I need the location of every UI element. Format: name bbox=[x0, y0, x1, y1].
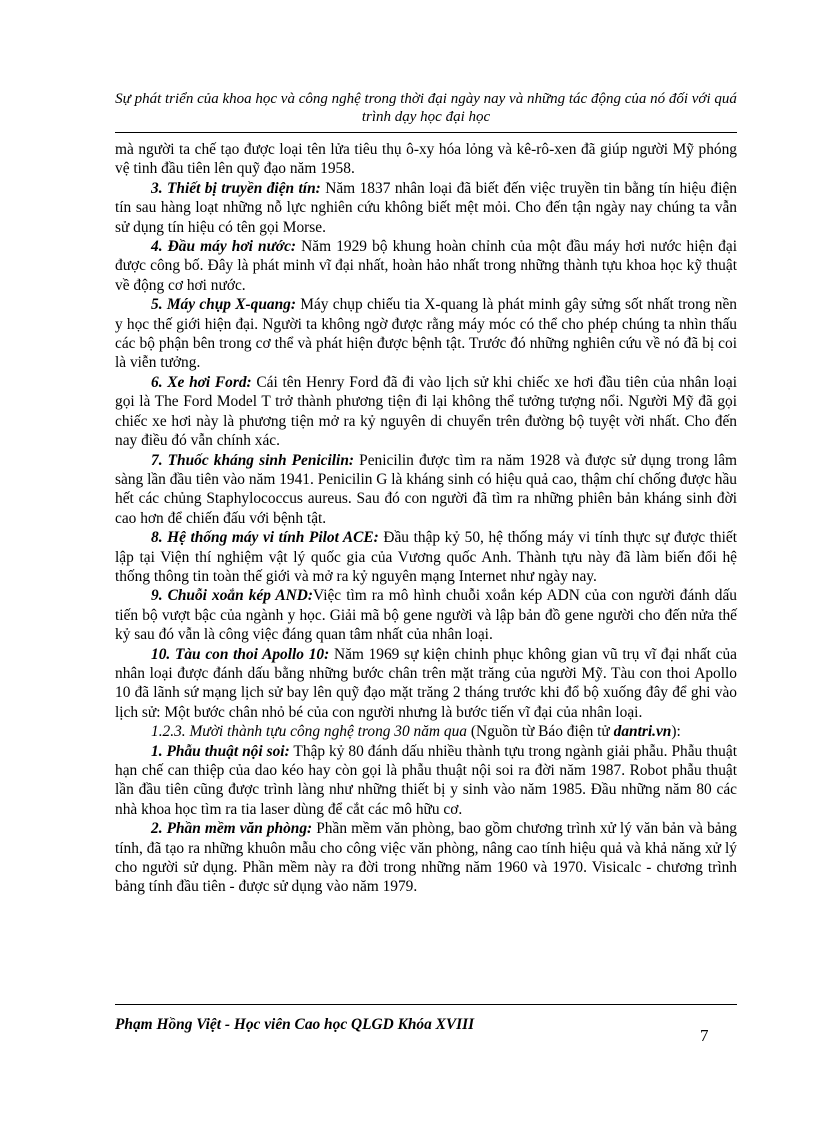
item-title: 3. Thiết bị truyền điện tín: bbox=[151, 179, 321, 197]
section-source-end: ): bbox=[671, 723, 681, 741]
list-item bbox=[115, 373, 737, 451]
item-title: 4. Đầu máy hơi nước: bbox=[151, 238, 297, 256]
item-title: 7. Thuốc kháng sinh Penicilin: bbox=[151, 451, 355, 469]
list-item bbox=[115, 237, 737, 295]
footer-author: Phạm Hồng Việt - Học viên Cao học QLGD Khóa XVIII bbox=[115, 1016, 475, 1033]
item-text: Việc tìm ra mô hình chuỗi xoắn kép ADN của con người đánh dấu tiến bộ vượt bậc của ngành y học. Giải mã bộ gene người và lập bản đồ gene người cho đến nửa thế kỷ sau đó vẫn là công việc đáng quan tâm nhất của nhân loại. bbox=[115, 587, 737, 644]
page-header: Sự phát triển của khoa học và công nghệ trong thời đại ngày nay và những tác động của nó đối với quá trình dạy học đại học bbox=[115, 91, 737, 125]
section-title: 1.2.3. Mười thành tựu công nghệ trong 30 năm qua bbox=[151, 723, 467, 741]
list-item bbox=[115, 645, 737, 723]
document-body bbox=[115, 140, 737, 897]
item-text: Penicilin được tìm ra năm 1928 và được sử dụng trong lâm sàng lần đầu tiên vào năm 1941. Penicilin G là kháng sinh có hiệu quả cao, thậm chí chống được hầu hết các chủng Staphylococcus aureus. Sau đó con người đã tìm ra những phiên bản kháng sinh đời cao hơn để chiến đấu với bệnh tật. bbox=[115, 451, 738, 527]
list-item bbox=[115, 179, 737, 237]
item-title: 2. Phần mềm văn phòng: bbox=[151, 820, 313, 838]
item-text: Thập kỷ 80 đánh dấu nhiều thành tựu trong ngành giải phẫu. Phẫu thuật hạn chế can thiệp của dao kéo hay còn gọi là phẫu thuật nội soi ra đời năm 1987. Robot phẫu thuật lần đầu tiên cũng được trình làng như những thiết bị y sinh vào năm 1985. Đầu những năm 80 các nhà khoa học tìm ra tia laser dùng để cắt các mô hữu cơ. bbox=[115, 742, 737, 818]
page-number: 7 bbox=[700, 1026, 709, 1045]
item-text: Năm 1837 nhân loại đã biết đến việc truyền tin bằng tín hiệu điện tín sau hàng loạt những nỗ lực nghiên cứu không biết mệt mỏi. Cho đến tận ngày nay chúng ta vẫn sử dụng tín hiệu có tên gọi Morse. bbox=[115, 179, 738, 236]
item-title: 6. Xe hơi Ford: bbox=[151, 373, 252, 391]
list-item bbox=[115, 742, 737, 820]
paragraph-continued: mà người ta chế tạo được loại tên lửa tiêu thụ ô-xy hóa lỏng và kê-rô-xen đã giúp người Mỹ phóng vệ tinh đầu tiên lên quỹ đạo năm 1958. bbox=[115, 141, 737, 178]
list-item bbox=[115, 528, 737, 586]
item-text: Đầu thập kỷ 50, hệ thống máy vi tính thực sự được thiết lập tại Viện thí nghiệm vật lý quốc gia của Vương quốc Anh. Thành tựu này đã làm biến đổi hệ thống thông tin toàn thế giới và mở ra kỷ nguyên mạng Internet như ngày nay. bbox=[115, 529, 737, 585]
list-item bbox=[115, 451, 737, 529]
item-title: 9. Chuỗi xoắn kép AND: bbox=[151, 587, 314, 605]
section-heading bbox=[115, 722, 737, 741]
item-title: 10. Tàu con thoi Apollo 10: bbox=[151, 645, 330, 663]
item-text: Máy chụp chiếu tia X-quang là phát minh gây sửng sốt nhất trong nền y học thế giới hiện đại. Người ta không ngờ được rằng máy móc có thể cho phép chúng ta nhìn thấu các bộ phận bên trong cơ thể và phát hiện được bệnh tật. Trước đó những nghiên cứu về nó đã bị coi là viễn tưởng. bbox=[115, 296, 737, 372]
footer-divider bbox=[115, 1004, 737, 1005]
section-source: (Nguồn từ Báo điện tử bbox=[466, 723, 614, 741]
item-text: Năm 1969 sự kiện chinh phục không gian vũ trụ vĩ đại nhất của nhân loại được đánh dấu bằng những bước chân trên mặt trăng của người Mỹ. Tàu con thoi Apollo 10 đã lãnh sứ mạng lịch sử bay lên quỹ đạo mặt trăng 2 tháng trước khi đổ bộ xuống đây để ghi vào lịch sử: Một bước chân nhỏ bé của con người nhưng là bước tiến vĩ đại của nhân loại. bbox=[115, 645, 737, 721]
item-title: 8. Hệ thống máy vi tính Pilot ACE: bbox=[151, 529, 379, 547]
item-text: Năm 1929 bộ khung hoàn chỉnh của một đầu máy hơi nước hiện đại được công bố. Đây là phát minh vĩ đại nhất, hoàn hảo nhất trong những thành tựu khoa học kỹ thuật về động cơ hơi nước. bbox=[115, 238, 737, 294]
list-item bbox=[115, 586, 737, 644]
header-divider bbox=[115, 132, 737, 133]
list-item bbox=[115, 819, 737, 897]
item-title: 1. Phẫu thuật nội soi: bbox=[151, 742, 290, 760]
item-text: Cái tên Henry Ford đã đi vào lịch sử khi chiếc xe hơi đầu tiên của nhân loại gọi là The Ford Model T trở thành phương tiện đi lại không thể tưởng tượng nổi. Người Mỹ đã gọi chiếc xe hơi này là phương tiện mở ra kỷ nguyên di chuyển trên đường bộ tuyệt vời nhất. Cho đến nay điều đó vẫn chính xác. bbox=[115, 373, 737, 450]
item-title: 5. Máy chụp X-quang: bbox=[151, 296, 296, 314]
item-text: Phần mềm văn phòng, bao gồm chương trình xử lý văn bản và bảng tính, đã tạo ra những khuôn mẫu cho công việc văn phòng, nâng cao tính hiệu quả và khả năng xử lý cho người sử dụng. Phần mềm này ra đời trong những năm 1960 và 1970. Visicalc - chương trình bảng tính đầu tiên - được sử dụng vào năm 1979. bbox=[115, 820, 737, 896]
source-site: dantri.vn bbox=[613, 723, 672, 741]
list-item bbox=[115, 295, 737, 373]
